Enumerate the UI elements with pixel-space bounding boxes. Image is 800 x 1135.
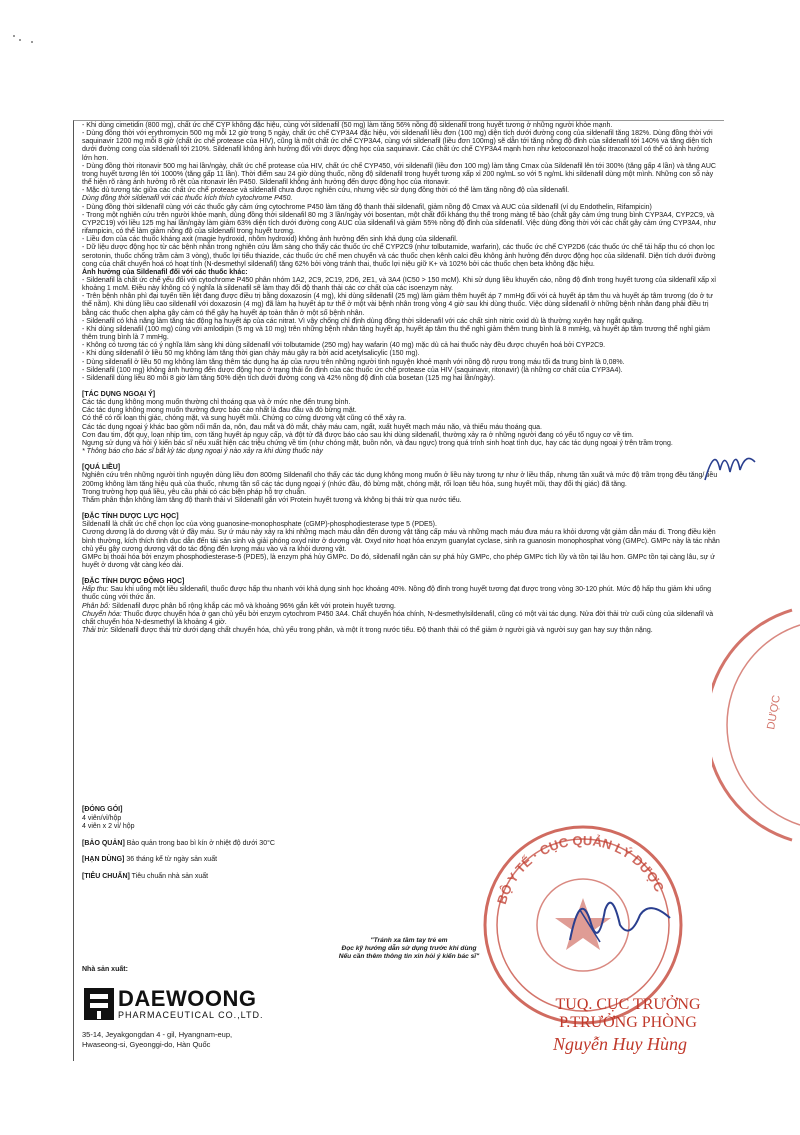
effect-nitrates: - Sildenafil có khả năng làm tăng tác động hạ huyết áp của các nitrat. Vì vậy chống chỉ định dùng đồng thời sildenafil với các chất sinh nitric oxid dù là thường xuyên hay ngắt quãng. [82,317,644,325]
warning-line: "Tránh xa tầm tay trẻ em [370,937,448,944]
address-line: 35-14, Jeyakgongdan 4 - gil, Hyangnam-eup, [82,1030,233,1039]
edge-stamp [712,600,800,850]
standard-heading: [TIÊU CHUẨN] [82,872,130,880]
interaction-bosentan: - Trong một nghiên cứu trên người khỏe mạnh, dùng đồng thời sildenafil 80 mg 3 lần/ngày với bosentan, một chất đối kháng thụ thể trong màng tế bào (chất gây cảm ứng trung bình CYP3A4, CYP2C9, và CYP2C19) với liều 125 mg hai lần/ngày làm giảm 63% diện tích dưới đường cong AUC của sildenafil và giảm 55% nồng độ đỉnh của sildenafil. Việc dùng đồng thời với các chất gây cảm ứng CYP3A4, như rifampicin, có thể làm giảm nồng độ của sildenafil trong huyết tương. [82,211,717,236]
overdose-line: Nghiên cứu trên những người tình nguyện dùng liều đơn 800mg Sildenafil cho thấy các tác dụng không mong muốn ở liều này tương tự như ở liều thấp, nhưng tần xuất và mức độ trầm trọng đều tăng/ liều 200mg không làm tăng hiệu quả của thuốc, nhưng tần số các tác dụng ngoại ý (nhức đầu, đỏ bừng mặt, chóng mặt, rối loạn tiêu hóa, sung huyết mũi, thay đổi thị giác) đã tăng. [82,472,718,488]
address-line: Hwaseong-si, Gyeonggi-do, Hàn Quốc [82,1040,211,1049]
pharmacodynamics-line: Sildenafil là chất ức chế chọn lọc của vòng guanosine-monophosphate (cGMP)-phosphodiesterase type 5 (PDE5). [82,521,437,529]
side-effects-line: Ngưng sử dụng và hỏi ý kiến bác sĩ nếu xuất hiện các triệu chứng về tim (như chóng mặt, buồn nôn, và đau ngực) trong quá trình sinh hoạt tình dục, hay các tác dụng ngoại ý trên trầm trọng. [82,439,673,447]
pk-elimination-text: Sildenafil được thải trừ dưới dạng chất chuyển hóa, chủ yếu trong phân, và một ít trong nước tiểu. Độ thanh thải có thể giảm ở người già và người suy gan hay suy thận nặng. [110,627,653,635]
section-side-effects [82,391,720,456]
initial-mark [700,440,760,490]
interaction-pk-data: - Dữ liệu dược động học từ các bệnh nhân trong nghiên cứu lâm sàng cho thấy các thuốc ức chế CYP2C9 (như tolbutamide, warfarin), các thuốc ức chế CYP2D6 (các thuốc ức chế tái hấp thu có chọn lọc serotonin, thuốc chống trầm cảm 3 vòng), thuốc lợi tiểu thiazide, các thuốc ức chế men chuyển và các thuốc chẹn kênh calci đều không ảnh hưởng đến dược động học của sildenafil. Diện tích dưới đường cong của chất chuyển hoá có hoạt tính (N-desmethyl sildenafil) tăng 62% bởi vòng tránh thai, thuốc lợi niệu giữ K+ và 102% bởi các thuốc chẹn beta không đặc hiệu. [82,244,716,268]
effect-aspirin: - Khi dùng sildenafil ở liều 50 mg không làm tăng thời gian chảy máu gây ra bởi acid acetylsalicylic (150 mg). [82,350,420,358]
pharmacokinetics-heading: [ĐẶC TÍNH DƯỢC ĐỘNG HỌC] [82,578,185,586]
approval-line: P.TRƯỞNG PHÒNG [559,1014,697,1031]
packaging-heading: [ĐÓNG GÓI] [82,806,123,813]
pharmacodynamics-heading: [ĐẶC TÍNH DƯỢC LỰC HỌC] [82,513,179,521]
stamp-text: BỘ Y TẾ · CỤC QUẢN LÝ DƯỢC [493,832,668,907]
effect-tolbutamide: - Không có tương tác có ý nghĩa lâm sàng khi dùng sildenafil với tolbutamide (250 mg) hay wafarin (40 mg) mặc dù cả hai thuốc này đều được chuyển hoá bởi CYP2C9. [82,342,606,350]
packaging-line: 4 viên x 2 vỉ/ hộp [82,823,135,830]
warning-line: Nếu cần thêm thông tin xin hỏi ý kiến bác sĩ" [338,953,480,960]
overdose-line: Thẩm phân thận không làm tăng độ thanh thải vì Sildenafil gắn với Protein huyết tương và không bị thải trừ qua nước tiểu. [82,496,462,504]
logo-wordmark: DAEWOONG [118,986,257,1011]
storage-text: Bảo quản trong bao bì kín ở nhiệt độ dưới 30°C [126,839,275,847]
section-overdose [82,464,720,505]
signature [560,880,680,960]
usage-warning [314,937,504,961]
standard-text: Tiêu chuẩn nhà sản xuất [131,872,209,880]
effect-hiv-protease: - Sildenafil (100 mg) không ảnh hưởng đến dược động học ở trạng thái ổn định của các thuốc ức chế protease của HIV (saquinavir, ritonavir) (là những cơ chất của CYP3A4). [82,366,623,374]
pk-distribution-text: Sildenafil được phân bố rộng khắp các mô và khoảng 96% gắn kết với protein huyết tương. [111,602,396,610]
effect-alcohol: - Dùng sildenafil ở liều 50 mg không làm tăng thêm tác dụng hạ áp của rượu trên những người tình nguyện khoẻ mạnh với nồng độ rượu trong máu tối đa trung bình là 0,08%. [82,358,625,366]
warning-line: Đọc kỹ hướng dẫn sử dụng trước khi dùng [341,945,477,952]
pk-metabolism-text: Thuốc được chuyển hóa ở gan chủ yếu bởi enzym cytochrom P450 3A4. Chất chuyển hóa chính, N-desmethylsildenafil, cũng có một vài tác dụng. Nửa đời thải trừ cuối cùng của sildenafil và chất chuyển hóa N-desmethyl là khoảng 4 giờ. [82,610,714,626]
effect-doxazosin: - Trên bệnh nhân phì đại tuyến tiền liệt đang được điều trị bằng doxazosin (4 mg), khi dùng sildenafil (25 mg) làm giảm thêm huyết áp 7 mmHg đối với cả huyết áp tâm thu và huyết áp tâm trương (do ở tư thế nằm). Khi dùng liều cao sildenafil với doxazosin (4 mg) đã làm hạ huyết áp tư thế ở một vài bệnh nhân trong vòng 4 giờ sau khi dùng thuốc. Việc dùng sildenafil ở những bệnh nhân đang phải điều trị bằng các thuốc chẹn alpha gây cảm có thể gây hạ huyết áp toàn thân ở một số bệnh nhân. [82,293,713,317]
pk-absorption-label: Hấp thu: [82,586,109,594]
side-effects-line: Có thể có rối loạn thị giác, chóng mặt, và sung huyết mũi. Chứng co cứng dương vật cũng có thể xảy ra. [82,415,407,423]
side-effects-heading: [TÁC DỤNG NGOẠI Ý] [82,391,156,398]
effect-bosetan: - Sildenafil dùng liều 80 mỗi 8 giờ làm tăng 50% diện tích dưới đường cong và 42% nồng độ đỉnh của bosetan (125 mg hai lần/ngày). [82,374,496,382]
interaction-antacids: - Liều đơn của các thuốc kháng axit (magie hydroxid, nhôm hydroxid) không ảnh hưởng đến sinh khả dụng của sildenafil. [82,236,458,244]
approver-name: Nguyễn Huy Hùng [553,1034,687,1054]
section-pharmacokinetics [82,578,720,635]
side-effects-line: Các tác dụng ngoại ý khác bao gồm nổi mẩn da, nôn, đau mắt và đỏ mắt, chảy máu cam, ngất, xuất huyết mạch máu não, và thiếu máu thoáng qua. [82,423,542,431]
side-effects-line: Các tác dụng không mong muốn thường được báo cáo nhất là đau đầu và đỏ bừng mặt. [82,407,357,415]
interaction-protease: - Mặc dù tương tác giữa các chất ức chế protease và sildenafil chưa được nghiên cứu, nhưng việc sử dụng đồng thời có thể làm tăng nồng độ của sildenafil. [82,187,570,195]
interaction-ritonavir: - Dùng đồng thời ritonavir 500 mg hai lần/ngày, chất ức chế protease của HIV, chất ức chế CYP450, với sildenafil (liều đơn 100 mg) làm tăng Cmax của Sildenafil lên tới 300% (tăng gấp 4 lần) và tăng AUC trong huyết tương lên tới 1000% (tăng gấp 11 lần). Thời điểm sau 24 giờ dùng thuốc, nồng độ sildenafil trong huyết tương xấp xỉ 200 ng/mL so với 5 ng/mL khi sildenafil dùng một mình. Những con số này thể hiện rõ ràng ảnh hưởng rõ rệt của ritonavir lên P450. Sildenafil không ảnh hưởng đến dược động học của ritonavir. [82,162,716,187]
pk-elimination-label: Thải trừ: [82,627,109,635]
interaction-cimetidine: - Khi dùng cimetidin (800 mg), chất ức chế CYP không đặc hiệu, cùng với sildenafil (50 mg) làm tăng 56% nồng độ sildenafil trong huyết tương ở những người khỏe mạnh. [82,122,613,129]
approval-line: TUQ. CỤC TRƯỞNG [555,996,701,1013]
overdose-line: Trong trường hợp quá liều, yêu cầu phải có các biện pháp hỗ trợ chuẩn. [82,488,307,496]
approval-title [518,996,738,1032]
interaction-inducers: - Dùng đồng thời sildenafil cùng với các thuốc gây cảm ứng cytochrome P450 làm tăng độ thanh thải sildenafil, giảm nồng độ Cmax và AUC của sildenafil (ví dụ Endothelin, Rifampicin) [82,203,652,211]
overdose-heading: [QUÁ LIỀU] [82,464,121,472]
side-effects-line: Cơn đau tim, đột quỵ, loạn nhịp tim, cơn tăng huyết áp nguy cấp, và đột tử đã được báo cáo sau khi dùng sildenafil, thường xảy ra ở những người đang có yếu tố nguy cơ về tim. [82,431,634,439]
subheading-effects-on-others: Ảnh hưởng của Sildenafil đối với các thuốc khác: [82,268,248,276]
packaging-line: 4 viên/vỉ/hộp [82,814,122,822]
pk-absorption [82,586,720,602]
expiry-line [82,856,482,865]
side-effects-note: * Thông báo cho bác sĩ bất kỳ tác dụng ngoại ý nào xảy ra khi dùng thuốc này [82,448,323,456]
pk-metabolism [82,611,720,627]
pk-elimination [82,627,720,635]
expiry-text: 36 tháng kể từ ngày sản xuất [126,856,218,863]
edge-stamp-text: DƯỢC [765,694,783,731]
storage-heading: [BẢO QUẢN] [82,839,125,847]
standard-line [82,873,482,882]
effect-amlodipine: - Khi dùng sildenafil (100 mg) cùng với amlodipin (5 mg và 10 mg) trên những bệnh nhân tăng huyết áp, huyết áp tâm thu thể nghỉ giảm thêm trung bình là 8 mmHg, và huyết áp tâm trương thể nghỉ giảm thêm trung bình là 7 mmHg. [82,325,710,342]
storage-line [82,840,482,849]
expiry-heading: [HẠN DÙNG] [82,856,125,863]
logo-subtitle: PHARMACEUTICAL CO.,LTD. [118,1010,264,1020]
subheading-inducers: Dùng đồng thời sildenafil với các thuốc kích thích cytochrome P450. [82,195,293,203]
main-text-column [82,122,720,635]
manufacturer-label: Nhà sản xuất: [82,966,128,973]
pk-absorption-text: Sau khi uống một liều sildenafil, thuốc được hấp thu nhanh với khả dụng sinh học khoảng 40%. Nồng độ đỉnh trong huyết tương đạt được trong vòng 30-120 phút. Mức độ hấp thu giảm khi uống thuốc cùng với thức ăn. [82,586,712,602]
pk-distribution [82,603,720,611]
side-effects-line: Các tác dụng không mong muốn thường chỉ thoáng qua và ở mức nhẹ đến trung bình. [82,399,351,407]
pharmacodynamics-line: Cương dương là do dương vật ứ đầy máu. Sự ứ máu này xảy ra khi những mạch máu dẫn đến dương vật tăng cấp máu và những mạch máu đưa máu ra khỏi dương vật giảm dẫn máu đi. Trong điều kiện bình thường, kích thích tình dục dẫn đến tái sản sinh và giải phóng oxyd nitơ ở dương vật. Oxyd nitơ hoạt hóa enzym guanylat cyclase, sinh ra guanosin monophosphat vòng (GMPc). GMPc này là tác nhân chủ yếu gây cương dương vật do tác động đến lượng máu vào và ra khỏi dương vật. [82,529,720,553]
section-packaging [82,806,482,881]
effect-cyp450: - Sildenafil là chất ức chế yếu đối với cytochrome P450 phân nhóm 1A2, 2C9, 2C19, 2D6, 2E1, và 3A4 (IC50 > 150 mcM). Khi sử dụng liều khuyến cáo, nồng độ đỉnh trong huyết tương của sildenafil xấp xỉ khoảng 1 mcM. Điều này không có ý nghĩa là sildenafil sẽ làm thay đổi độ thanh thải các cơ chất của các isoenzym này. [82,276,716,293]
pk-metabolism-label: Chuyển hóa: [82,610,122,618]
corner-marks [10,28,40,48]
manufacturer-address [82,1030,312,1050]
section-pharmacodynamics [82,513,720,570]
pk-distribution-label: Phân bố: [82,602,111,610]
interaction-erythromycin: - Dùng đồng thời với erythromycin 500 mg mỗi 12 giờ trong 5 ngày, chất ức chế CYP3A4 đặc hiệu, với sildenafil liều đơn (100 mg) diện tích dưới đường cong của sildenafil tăng 182%. Dùng đồng thời với saquinavir 1200 mg mỗi 8 giờ (chất ức chế protease của HIV), cũng là một chất ức chế CYP3A4, cùng với sildenafil (liều đơn 100mg) sẽ dẫn tới tăng nồng độ đỉnh của sildenafil tới 140% và tăng diện tích dưới đường cong của sildenafil tới 210%. Sildenafil không ảnh hưởng đối với dược động học của saquinavir. Các chất ức chế CYP3A4 mạnh hơn như ketoconazol hoặc itraconazol có thể có ảnh hưởng lớn hơn. [82,130,713,162]
pharmacodynamics-line: GMPc bị thoái hóa bởi enzym phosphodiesterase-5 (PDE5), là enzym phá hủy GMPc. Do đó, sildenafil ngăn cản sự phá hủy GMPc, cho phép GMPc tích lũy và tồn tại lâu hơn. GMPc tồn tại càng lâu, sự ứ huyết ở dương vật càng kéo dài. [82,553,715,569]
